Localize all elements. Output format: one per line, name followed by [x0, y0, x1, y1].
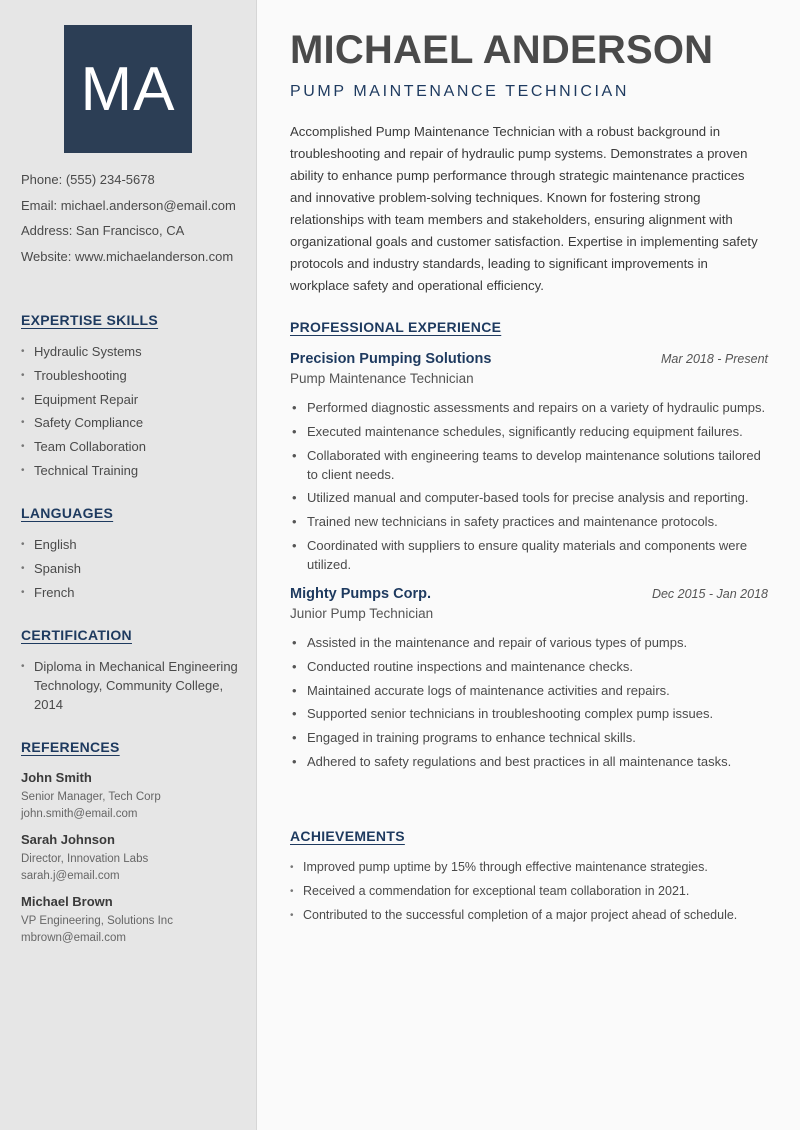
skill-item: • Troubleshooting: [21, 366, 243, 385]
reference-title: VP Engineering, Solutions Inc: [21, 915, 173, 927]
job-bullet: • Trained new technicians in safety practices and maintenance protocols.: [290, 512, 768, 531]
job-bullet: • Assisted in the maintenance and repair of various types of pumps.: [290, 633, 768, 652]
reference-title: Senior Manager, Tech Corp: [21, 791, 161, 803]
job-entry: [290, 586, 768, 771]
job-bullet: • Executed maintenance schedules, significantly reducing equipment failures.: [290, 422, 768, 441]
skill-item: • Team Collaboration: [21, 437, 243, 456]
languages-heading: LANGUAGES: [21, 505, 114, 521]
references-section: [21, 739, 243, 955]
contact-phone: Phone: (555) 234-5678: [21, 172, 155, 187]
job-bullet: • Engaged in training programs to enhance technical skills.: [290, 728, 768, 747]
reference-name: Michael Brown: [21, 894, 113, 909]
language-item: • Spanish: [21, 559, 243, 578]
achievements-heading: ACHIEVEMENTS: [290, 828, 405, 844]
reference-entry: [21, 893, 243, 947]
job-title: Junior Pump Technician: [290, 605, 434, 621]
summary-paragraph: Accomplished Pump Maintenance Technician with a robust background in troubleshooting and repair of hydraulic pump systems. Demonstrates a proven ability to enhance pump performance through strategic maintenance practices and innovative problem-solving techniques. Known for fostering strong relationships with team members and stakeholders, ensuring alignment with organizational goals and customer satisfaction. Expertise in implementing safety protocols and industry standards, leading to significant improvements in workplace safety and operational efficiency.: [290, 124, 758, 293]
job-bullet: • Supported senior technicians in troubleshooting complex pump issues.: [290, 704, 768, 723]
job-entry: [290, 351, 768, 574]
job-bullet: • Collaborated with engineering teams to develop maintenance solutions tailored to client needs.: [290, 446, 768, 484]
job-company: Precision Pumping Solutions: [290, 351, 492, 367]
job-bullet: • Coordinated with suppliers to ensure quality materials and components were utilized.: [290, 536, 768, 574]
references-heading: REFERENCES: [21, 739, 120, 755]
reference-name: John Smith: [21, 770, 92, 785]
certification-heading: CERTIFICATION: [21, 627, 132, 643]
language-item: • English: [21, 535, 243, 554]
job-bullet: • Maintained accurate logs of maintenance activities and repairs.: [290, 681, 768, 700]
reference-email[interactable]: john.smith@email.com: [21, 808, 138, 820]
reference-entry: [21, 831, 243, 885]
monogram-avatar: MA: [64, 25, 192, 153]
certification-item: • Diploma in Mechanical Engineering Technology, Community College, 2014: [21, 657, 243, 714]
job-bullet: • Adhered to safety regulations and best practices in all maintenance tasks.: [290, 752, 768, 771]
skills-section: [21, 312, 243, 485]
reference-email[interactable]: sarah.j@email.com: [21, 870, 120, 882]
achievement-item: • Contributed to the successful completion of a major project ahead of schedule.: [290, 906, 768, 925]
achievements-section: [290, 828, 768, 929]
skill-item: • Equipment Repair: [21, 390, 243, 409]
contact-email[interactable]: Email: michael.anderson@email.com: [21, 197, 236, 213]
language-item: • French: [21, 583, 243, 602]
languages-section: [21, 505, 243, 606]
reference-email[interactable]: mbrown@email.com: [21, 932, 126, 944]
sidebar: [0, 0, 257, 1130]
experience-heading: PROFESSIONAL EXPERIENCE: [290, 319, 502, 335]
reference-entry: [21, 769, 243, 823]
reference-name: Sarah Johnson: [21, 832, 115, 847]
experience-section: [290, 319, 768, 776]
reference-title: Director, Innovation Labs: [21, 853, 149, 865]
certification-section: [21, 627, 243, 719]
job-bullet: • Utilized manual and computer-based tools for precise analysis and reporting.: [290, 488, 768, 507]
job-bullet: • Conducted routine inspections and maintenance checks.: [290, 657, 768, 676]
contact-info: [21, 170, 251, 272]
contact-website[interactable]: Website: www.michaelanderson.com: [21, 248, 234, 264]
page-title: MICHAEL ANDERSON: [290, 28, 714, 72]
job-role-subtitle: PUMP MAINTENANCE TECHNICIAN: [290, 83, 629, 100]
job-title: Pump Maintenance Technician: [290, 371, 474, 386]
job-bullet: • Performed diagnostic assessments and repairs on a variety of hydraulic pumps.: [290, 398, 768, 417]
job-dates: Dec 2015 - Jan 2018: [651, 586, 768, 601]
skill-item: • Technical Training: [21, 461, 243, 480]
skill-item: • Safety Compliance: [21, 413, 243, 432]
skill-item: • Hydraulic Systems: [21, 342, 243, 361]
achievement-item: • Improved pump uptime by 15% through effective maintenance strategies.: [290, 858, 768, 877]
achievement-item: • Received a commendation for exceptional team collaboration in 2021.: [290, 882, 768, 901]
skills-heading: EXPERTISE SKILLS: [21, 312, 159, 328]
contact-address: Address: San Francisco, CA: [21, 223, 185, 238]
job-company: Mighty Pumps Corp.: [290, 585, 431, 602]
job-dates: Mar 2018 - Present: [661, 352, 768, 366]
